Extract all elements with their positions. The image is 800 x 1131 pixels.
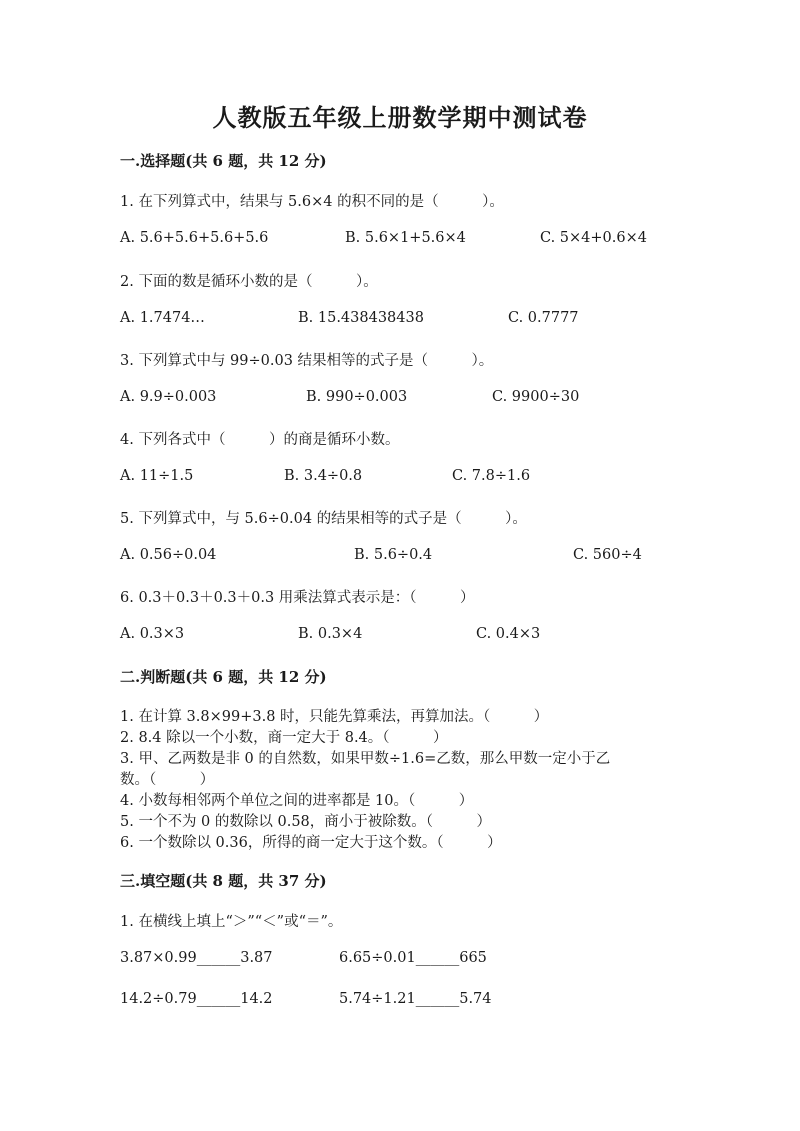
- question-6-option-b: B. 0.3×4: [298, 626, 363, 642]
- question-5-option-c: C. 560÷4: [573, 547, 642, 563]
- question-3-option-b: B. 990÷0.003: [306, 389, 408, 405]
- fill-blank-row2-left: 14.2÷0.79______14.2: [120, 991, 273, 1007]
- question-4: 4. 下列各式中（ ）的商是循环小数。: [120, 432, 400, 448]
- question-5-option-b: B. 5.6÷0.4: [354, 547, 433, 563]
- question-4-option-c: C. 7.8÷1.6: [452, 468, 531, 484]
- question-1-option-b: B. 5.6×1+5.6×4: [345, 230, 466, 246]
- judgement-item-4: 4. 小数每相邻两个单位之间的进率都是 10。（ ）: [120, 793, 474, 809]
- question-5: 5. 下列算式中，与 5.6÷0.04 的结果相等的式子是（ ）。: [120, 511, 527, 527]
- fill-blank-row1-left: 3.87×0.99______3.87: [120, 950, 273, 966]
- question-2-option-c: C. 0.7777: [508, 310, 579, 326]
- question-3-option-a: A. 9.9÷0.003: [120, 389, 217, 405]
- question-4-option-b: B. 3.4÷0.8: [284, 468, 363, 484]
- question-2-option-a: A. 1.7474…: [120, 310, 205, 326]
- judgement-item-5: 5. 一个不为 0 的数除以 0.58，商小于被除数。（ ）: [120, 814, 492, 830]
- question-5-option-a: A. 0.56÷0.04: [120, 547, 217, 563]
- judgement-item-1: 1. 在计算 3.8×99+3.8 时，只能先算乘法，再算加法。（ ）: [120, 709, 549, 725]
- question-1: 1. 在下列算式中，结果与 5.6×4 的积不同的是（ ）。: [120, 194, 504, 210]
- judgement-item-6: 6. 一个数除以 0.36，所得的商一定大于这个数。（ ）: [120, 835, 502, 851]
- section-heading-choice: 一.选择题(共 6 题，共 12 分): [120, 152, 327, 170]
- question-6: 6. 0.3＋0.3＋0.3＋0.3 用乘法算式表示是：（ ）: [120, 590, 475, 606]
- question-4-option-a: A. 11÷1.5: [120, 468, 194, 484]
- question-3-option-c: C. 9900÷30: [492, 389, 580, 405]
- judgement-item-2: 2. 8.4 除以一个小数，商一定大于 8.4。（ ）: [120, 730, 448, 746]
- question-1-option-a: A. 5.6+5.6+5.6+5.6: [120, 230, 269, 246]
- judgement-item-3: 3. 甲、乙两数是非 0 的自然数，如果甲数÷1.6=乙数，那么甲数一定小于乙: [120, 751, 611, 767]
- fill-blank-intro: 1. 在横线上填上“＞”“＜”或“＝”。: [120, 914, 343, 930]
- question-3: 3. 下列算式中与 99÷0.03 结果相等的式子是（ ）。: [120, 353, 494, 369]
- fill-blank-row1-right: 6.65÷0.01______665: [339, 950, 487, 966]
- section-heading-fill-blank: 三.填空题(共 8 题，共 37 分): [120, 872, 327, 890]
- page-title: 人教版五年级上册数学期中测试卷: [212, 103, 588, 132]
- question-6-option-c: C. 0.4×3: [476, 626, 541, 642]
- judgement-item-3-continued: 数。（ ）: [120, 772, 215, 788]
- question-6-option-a: A. 0.3×3: [120, 626, 185, 642]
- question-1-option-c: C. 5×4+0.6×4: [540, 230, 647, 246]
- question-2: 2. 下面的数是循环小数的是（ ）。: [120, 274, 378, 290]
- fill-blank-row2-right: 5.74÷1.21______5.74: [339, 991, 492, 1007]
- section-heading-judgement: 二.判断题(共 6 题，共 12 分): [120, 668, 327, 686]
- question-2-option-b: B. 15.438438438: [298, 310, 424, 326]
